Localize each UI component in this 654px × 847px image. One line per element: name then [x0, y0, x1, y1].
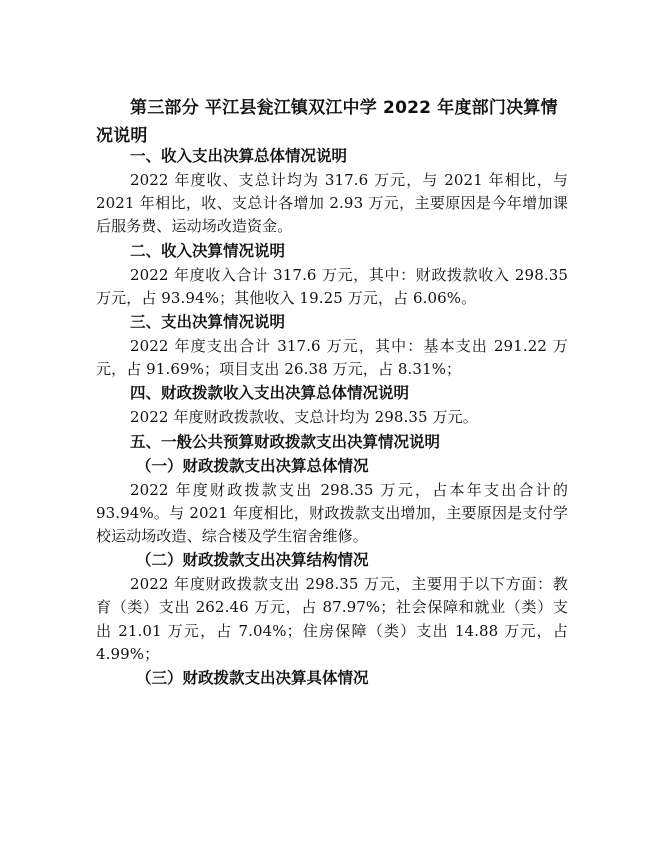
document-body	[96, 145, 568, 691]
subsection-heading-3: （三）财政拨款支出决算具体情况	[136, 669, 369, 688]
section-heading-5: 五、一般公共预算财政拨款支出决算情况说明	[130, 432, 441, 451]
section-paragraph-4: 2022 年度财政拨款收、支总计均为 298.35 万元。	[130, 408, 478, 427]
subsection-heading-1: （一）财政拨款支出决算总体情况	[136, 456, 369, 475]
document-title: 第三部分 平江县瓮江镇双江中学 2022 年度部门决算情况说明	[96, 98, 558, 146]
subsection-heading-2: （二）财政拨款支出决算结构情况	[136, 551, 369, 570]
subsection-paragraph-1: 2022 年度财政拨款支出 298.35 万元，占本年支出合计的 93.94%。与 2021 年度相比，财政拨款支出增加，主要原因是支付学校运动场改造、综合楼及学生宿舍维修。	[96, 480, 568, 546]
section-paragraph-3: 2022 年度支出合计 317.6 万元，其中：基本支出 291.22 万元，占 91.69%；项目支出 26.38 万元，占 8.31%；	[96, 337, 568, 379]
subsection-paragraph-2: 2022 年度财政拨款支出 298.35 万元，主要用于以下方面：教育（类）支出 262.46 万元，占 87.97%；社会保障和就业（类）支出 21.01 万元，占 7.04%；住房保障（类）支出 14.88 万元，占 4.99%；	[96, 575, 568, 663]
section-paragraph-1: 2022 年度收、支总计均为 317.6 万元，与 2021 年相比，与 2021 年相比，收、支总计各增加 2.93 万元，主要原因是今年增加课后服务费、运动场改造资金。	[96, 171, 568, 236]
section-paragraph-2: 2022 年度收入合计 317.6 万元，其中：财政拨款收入 298.35 万元，占 93.94%；其他收入 19.25 万元，占 6.06%。	[96, 265, 568, 307]
section-heading-3: 三、支出决算情况说明	[130, 313, 286, 332]
section-heading-4: 四、财政拨款收入支出决算总体情况说明	[130, 384, 410, 403]
section-heading-2: 二、收入决算情况说明	[130, 241, 286, 260]
section-heading-1: 一、收入支出决算总体情况说明	[130, 147, 348, 165]
